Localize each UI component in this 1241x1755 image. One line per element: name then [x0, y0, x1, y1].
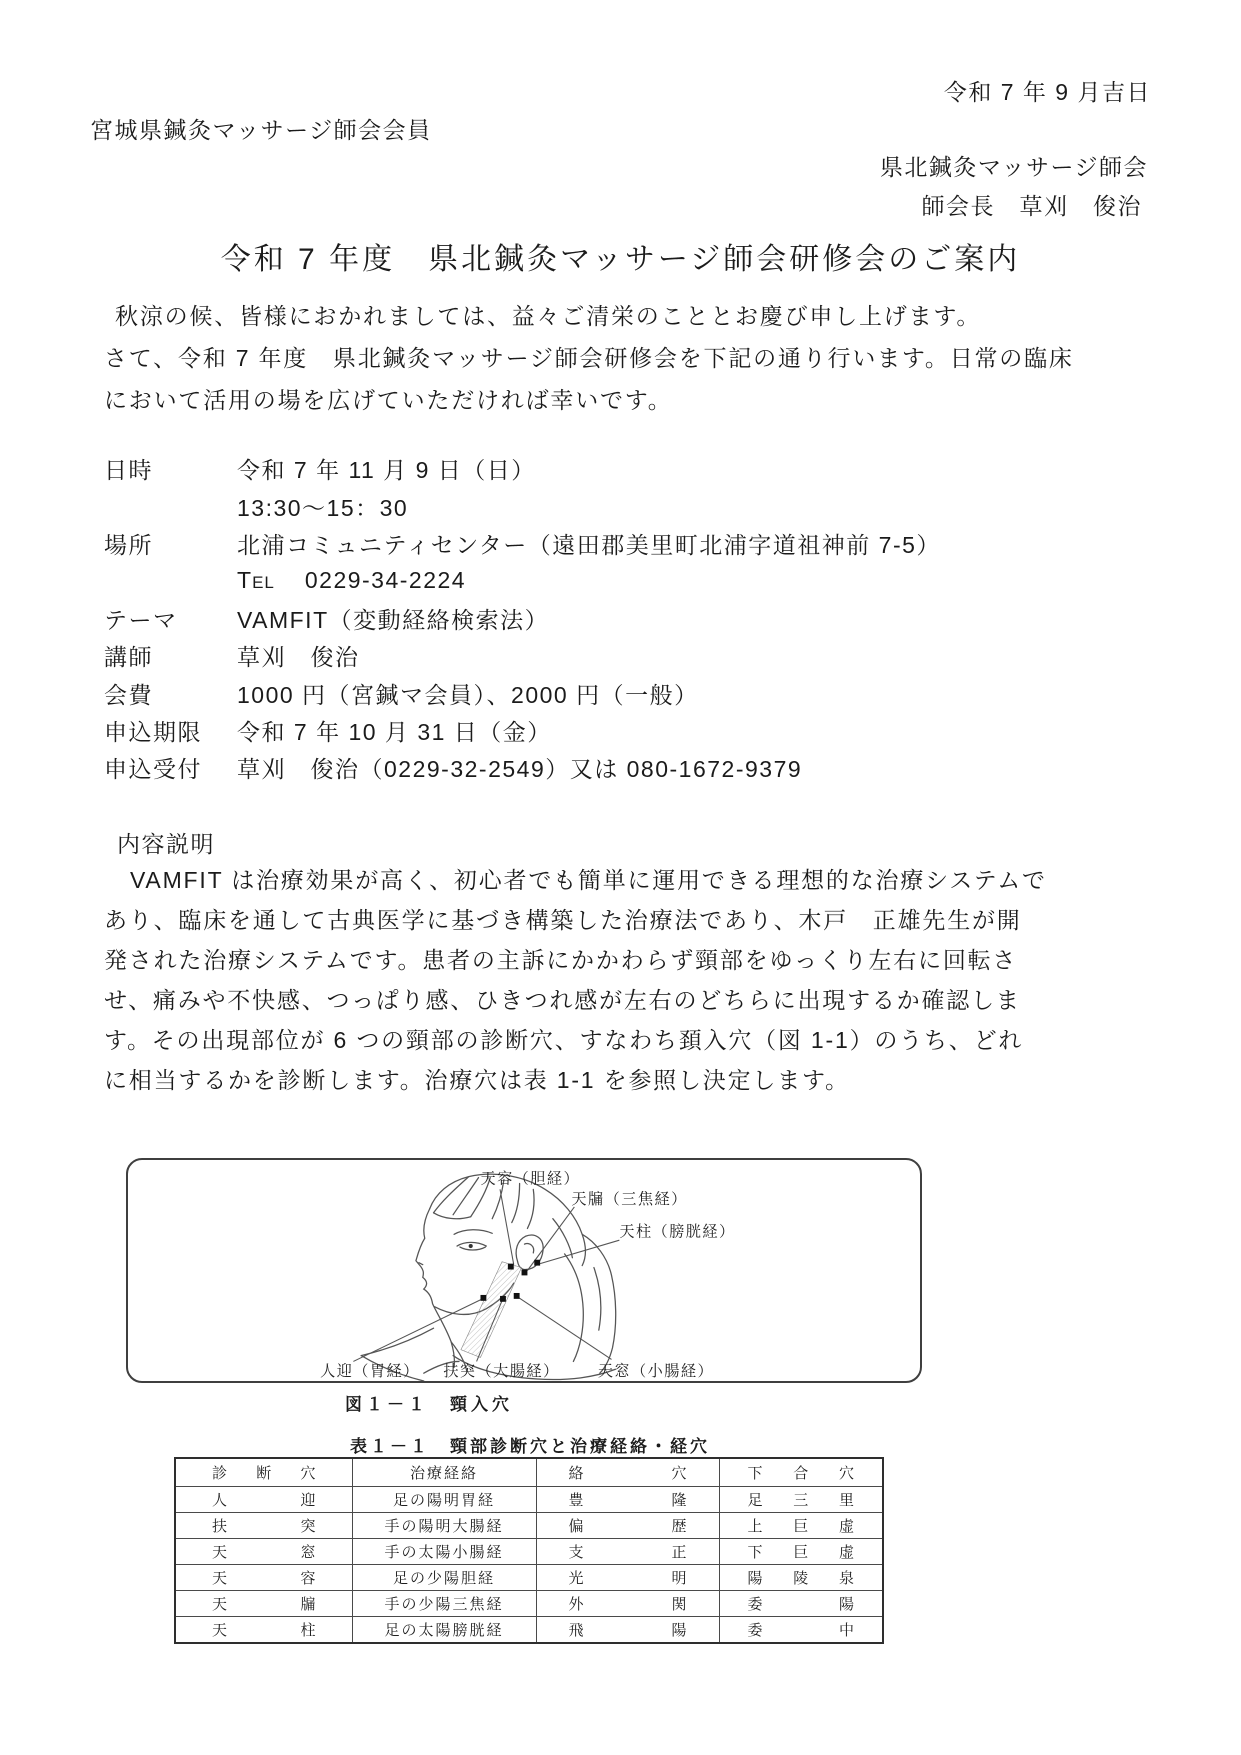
cell-diagnosis: 天牖 — [175, 1591, 352, 1617]
description-paragraph — [104, 860, 1047, 1100]
issue-date: 令和 7 年 9 月吉日 — [943, 79, 1151, 105]
cell-luo-point: 豊隆 — [536, 1487, 719, 1513]
sender-organization: 県北鍼灸マッサージ師会 — [879, 154, 1148, 180]
detail-value: 北浦コミュニティセンター（遠田郡美里町北浦字道祖神前 7-5） — [237, 531, 941, 558]
cell-luo-point: 偏歴 — [536, 1513, 719, 1539]
recipient-line: 宮城県鍼灸マッサージ師会会員 — [90, 117, 432, 143]
sender-person: 師会長 草刈 俊治 — [921, 193, 1142, 219]
detail-value: 令和 7 年 11 月 9 日（日） — [237, 457, 536, 484]
table-row — [175, 1513, 883, 1539]
cell-diagnosis: 天柱 — [175, 1617, 352, 1644]
detail-row-deadline — [104, 712, 941, 749]
detail-value: 草刈 俊治 — [237, 644, 360, 671]
cell-lower-he: 上巨虚 — [719, 1513, 883, 1539]
detail-label: 申込受付 — [104, 756, 202, 783]
cell-meridian: 手の太陽小腸経 — [352, 1539, 536, 1565]
cell-meridian: 手の陽明大腸経 — [352, 1513, 536, 1539]
detail-label: 日時 — [104, 457, 153, 484]
cell-lower-he: 委中 — [719, 1617, 883, 1644]
cell-lower-he: 下巨虚 — [719, 1539, 883, 1565]
table-row — [175, 1539, 883, 1565]
cell-meridian: 足の陽明胃経 — [352, 1487, 536, 1513]
table-row — [175, 1487, 883, 1513]
table-row — [175, 1617, 883, 1644]
event-details-list — [104, 450, 941, 787]
cell-lower-he: 陽陵泉 — [719, 1565, 883, 1591]
diagnosis-table-wrap — [174, 1457, 884, 1644]
detail-label: 申込期限 — [104, 718, 202, 745]
figure-label-tenyu: 天牖（三焦経） — [571, 1191, 688, 1209]
figure-label-tenchu: 天柱（膀胱経） — [619, 1223, 736, 1241]
detail-row-fee — [104, 674, 941, 711]
cell-meridian: 手の少陽三焦経 — [352, 1591, 536, 1617]
description-heading: 内容説明 — [117, 831, 215, 857]
col-header: 治療経絡 — [352, 1458, 536, 1487]
table-caption: 表１－１ 頸部診断穴と治療経絡・経穴 — [350, 1437, 710, 1456]
cell-lower-he: 足三里 — [719, 1487, 883, 1513]
detail-row-application — [104, 749, 941, 786]
detail-label: 講師 — [104, 644, 153, 671]
neck-band-hatch — [461, 1262, 522, 1358]
detail-row-theme — [104, 600, 941, 637]
detail-row-datetime — [104, 450, 941, 487]
diagnosis-table — [174, 1457, 884, 1644]
col-header: 下合穴 — [719, 1458, 883, 1487]
description-line: あり、臨床を通して古典医学に基づき構築した治療法であり、木戸 正雄先生が開 — [104, 907, 1022, 933]
description-line: に相当するかを診断します。治療穴は表 1-1 を参照し決定します。 — [104, 1067, 850, 1093]
figure-label-jingei: 人迎（胃経） — [320, 1363, 420, 1381]
cell-luo-point: 光明 — [536, 1565, 719, 1591]
detail-row-tel — [104, 562, 941, 599]
neck-points-illustration — [128, 1160, 920, 1381]
detail-value: 13:30～15：30 — [237, 494, 409, 521]
tel-label: TEL — [237, 567, 275, 594]
figure-label-futotsu: 扶突（大腸経） — [443, 1363, 560, 1381]
table-row — [175, 1565, 883, 1591]
greeting-line: において活用の場を広げていただければ幸いです。 — [104, 387, 673, 413]
detail-value: VAMFIT（変動経絡検索法） — [237, 606, 550, 633]
greeting-line: さて、令和 7 年度 県北鍼灸マッサージ師会研修会を下記の通り行います。日常の臨床 — [104, 345, 1074, 371]
cell-luo-point: 外関 — [536, 1591, 719, 1617]
greeting-line: 秋涼の候、皆様におかれましては、益々ご清栄のこととお慶び申し上げます。 — [115, 303, 982, 329]
figure-caption: 図１－１ 頸入穴 — [345, 1395, 513, 1414]
cell-diagnosis: 天窓 — [175, 1539, 352, 1565]
table-row — [175, 1591, 883, 1617]
table-header-row — [175, 1458, 883, 1487]
description-line: せ、痛みや不快感、つっぱり感、ひきつれ感が左右のどちらに出現するか確認しま — [104, 987, 1021, 1013]
description-line: す。その出現部位が 6 つの頸部の診断穴、すなわち頚入穴（図 1-1）のうち、どれ — [104, 1027, 1024, 1053]
detail-value: 令和 7 年 10 月 31 日（金） — [237, 718, 552, 745]
cell-meridian: 足の太陽膀胱経 — [352, 1617, 536, 1644]
detail-row-lecturer — [104, 637, 941, 674]
detail-label: 場所 — [104, 531, 153, 558]
detail-row-time — [104, 487, 941, 524]
detail-value: 草刈 俊治（0229-32-2549）又は 080-1672-9379 — [237, 756, 803, 783]
cell-meridian: 足の少陽胆経 — [352, 1565, 536, 1591]
figure-label-tenso: 天窓（小腸経） — [597, 1363, 715, 1381]
cell-diagnosis: 人迎 — [175, 1487, 352, 1513]
figure-label-tenyou: 天容（胆経） — [480, 1170, 581, 1188]
description-line: VAMFIT は治療効果が高く、初心者でも簡単に運用できる理想的な治療システムで — [130, 867, 1047, 893]
cell-lower-he: 委陽 — [719, 1591, 883, 1617]
col-header: 絡穴 — [536, 1458, 719, 1487]
cell-diagnosis: 天容 — [175, 1565, 352, 1591]
detail-label: テーマ — [104, 606, 178, 633]
greeting-paragraph — [104, 295, 1074, 421]
cell-luo-point: 支正 — [536, 1539, 719, 1565]
description-line: 発された治療システムです。患者の主訴にかかわらず頸部をゆっくり左右に回転さ — [104, 947, 1018, 973]
detail-value — [237, 567, 466, 594]
cell-diagnosis: 扶突 — [175, 1513, 352, 1539]
cell-luo-point: 飛陽 — [536, 1617, 719, 1644]
figure-neck-points — [126, 1158, 922, 1383]
document-title: 令和 7 年度 県北鍼灸マッサージ師会研修会のご案内 — [220, 243, 1021, 276]
detail-row-place — [104, 525, 941, 562]
col-header: 診断穴 — [175, 1458, 352, 1487]
detail-value: 1000 円（宮鍼マ会員）、2000 円（一般） — [237, 681, 699, 708]
tel-number: 0229-34-2224 — [304, 567, 467, 594]
detail-label: 会費 — [104, 681, 153, 708]
